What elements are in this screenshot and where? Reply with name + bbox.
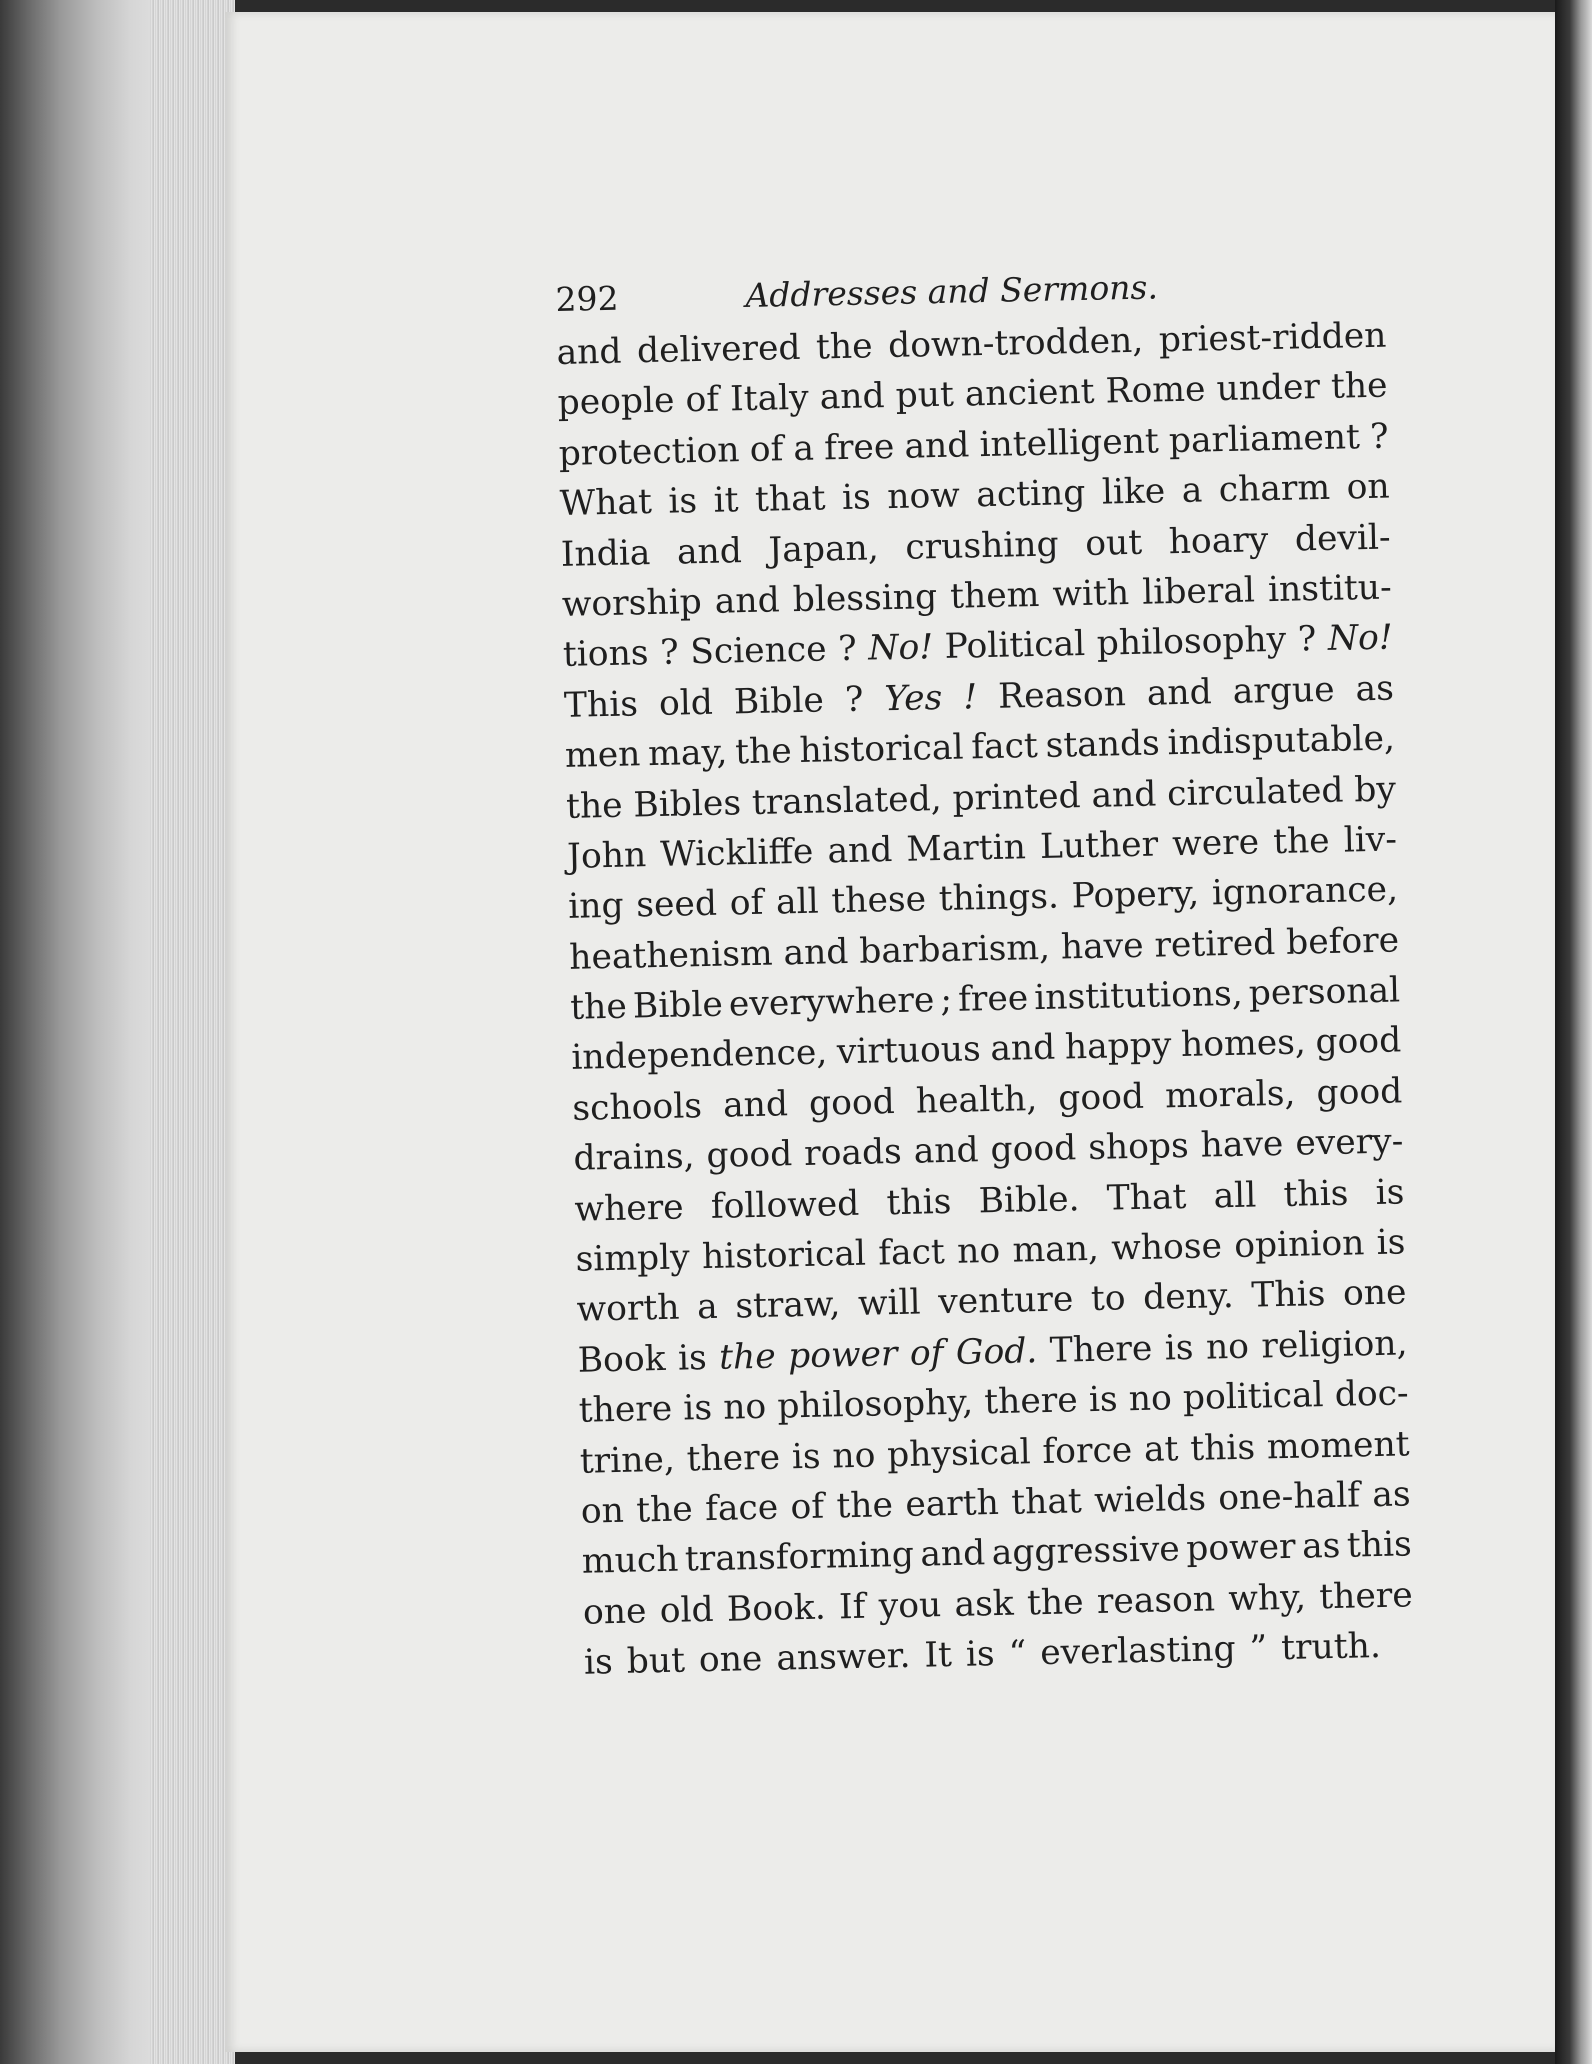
word: earth (904, 1482, 1000, 1525)
word: Bible (733, 680, 825, 723)
word: intelligent (979, 421, 1160, 465)
running-title: Addresses and Sermons. (745, 267, 1159, 316)
word: of (685, 379, 720, 421)
word: and (989, 1028, 1056, 1070)
word: institu- (1267, 567, 1393, 611)
word: good (1315, 1020, 1402, 1063)
word: is (583, 1642, 614, 1683)
word: Italy (729, 378, 810, 420)
word: and (819, 376, 886, 418)
word: devil- (1294, 517, 1392, 560)
word: on (580, 1490, 625, 1532)
word: worth (576, 1288, 680, 1331)
word: ancient (964, 372, 1095, 415)
word: all (775, 881, 820, 923)
word: no (1128, 1378, 1173, 1420)
word: everywhere (728, 980, 935, 1025)
word: power (787, 1333, 898, 1377)
word: ? (844, 679, 864, 720)
word: is (667, 481, 698, 522)
word: personal (1248, 970, 1401, 1014)
word: India (560, 532, 651, 575)
word: This (1251, 1274, 1326, 1317)
word: every- (1294, 1121, 1404, 1164)
word: “ (1008, 1633, 1027, 1674)
word: free (957, 978, 1029, 1020)
word: venture (937, 1279, 1074, 1323)
word: physical (886, 1431, 1032, 1475)
word: This (563, 684, 639, 726)
word: heathenism (568, 933, 774, 978)
word: good (808, 1081, 896, 1124)
word: these (831, 879, 927, 922)
word: now (886, 475, 961, 518)
word: ignorance, (1211, 869, 1399, 914)
word: acting (975, 473, 1086, 516)
word: the (836, 1485, 894, 1527)
word: philosophy (1096, 620, 1287, 665)
word: followed (710, 1183, 860, 1227)
word: retired (1154, 922, 1276, 966)
word: you (878, 1584, 942, 1627)
word: crushing (904, 524, 1060, 568)
word: political (1182, 1375, 1325, 1419)
word: and (783, 931, 849, 974)
word: Yes (883, 677, 943, 719)
word: historical (701, 1233, 867, 1278)
word: this (1346, 1524, 1413, 1567)
word: one (698, 1639, 763, 1681)
word: religion, (1260, 1323, 1408, 1367)
word: of (749, 429, 784, 470)
word: down-trodden, (887, 320, 1144, 367)
word: indisputable, (1167, 718, 1396, 764)
word: that (754, 478, 826, 521)
word: What (559, 482, 653, 525)
word: Bible (632, 984, 724, 1027)
word: John (566, 835, 647, 877)
word: circulated (1166, 770, 1344, 814)
word: institutions, (1033, 973, 1244, 1019)
word: protection (558, 429, 740, 474)
word: but (626, 1640, 686, 1682)
word: the (569, 986, 628, 1028)
word: philosophy, (776, 1382, 974, 1427)
word: Bibles (633, 782, 742, 825)
page-text-block (555, 259, 1414, 1689)
word: whose (1110, 1226, 1223, 1269)
word: drains, (573, 1136, 695, 1180)
word: on (1346, 466, 1390, 508)
word: everlasting (1039, 1629, 1236, 1674)
word: men (564, 734, 641, 777)
word: is (1088, 1379, 1119, 1421)
word: before (1285, 920, 1400, 963)
word: have (1060, 925, 1144, 968)
word: morals, (1164, 1073, 1296, 1117)
word: one (582, 1591, 647, 1633)
word: good (1057, 1076, 1145, 1119)
word: all (1213, 1175, 1257, 1217)
word: Book (577, 1338, 666, 1381)
word: charm (1218, 467, 1331, 511)
word: historical (799, 727, 964, 772)
word: to (1090, 1278, 1127, 1320)
word: doc- (1334, 1373, 1410, 1416)
word: and (1091, 774, 1157, 816)
word: no (1205, 1326, 1250, 1368)
word: no (956, 1230, 1001, 1272)
word: Popery, (1071, 873, 1200, 917)
page-edges (150, 0, 235, 2064)
word: ? (1369, 416, 1389, 457)
word: delivered (636, 327, 801, 372)
word: fact (877, 1232, 946, 1274)
word: and (722, 1084, 789, 1126)
word: were (1171, 822, 1260, 865)
word: trine, (579, 1439, 676, 1482)
word: priest-ridden (1158, 315, 1387, 361)
word: is (677, 1337, 708, 1379)
word: ; (939, 979, 953, 1021)
word: old (659, 1589, 715, 1631)
word: straw, (734, 1284, 841, 1327)
word: It (924, 1635, 953, 1676)
word: the (1330, 365, 1388, 408)
word: If (838, 1586, 866, 1628)
word: reason (1096, 1579, 1216, 1622)
word: God. (955, 1330, 1038, 1373)
word: as (1371, 1474, 1411, 1516)
word: Wickliffe (659, 831, 814, 875)
word: deny. (1142, 1276, 1235, 1319)
word: ” (1249, 1628, 1268, 1669)
word: and (919, 1533, 986, 1575)
word: moment (1266, 1423, 1410, 1467)
word: Book. (726, 1587, 827, 1630)
word: Political (944, 624, 1086, 668)
word: as (1355, 668, 1395, 710)
word: independence, (570, 1032, 828, 1079)
word: schools (572, 1085, 703, 1129)
word: why, (1227, 1577, 1307, 1619)
word: tions (562, 633, 649, 676)
word: the (815, 326, 873, 368)
word: and (1146, 672, 1213, 714)
word: blessing (792, 577, 938, 621)
word: one-half (1217, 1475, 1361, 1519)
word: and (913, 1130, 980, 1172)
word: where (574, 1187, 685, 1230)
word: no (722, 1387, 767, 1428)
word: will (857, 1282, 922, 1325)
word: force (1042, 1429, 1133, 1472)
word: Bible. (978, 1178, 1080, 1221)
word: is (841, 477, 872, 519)
word: man, (1012, 1228, 1100, 1271)
word: people (557, 380, 675, 424)
word: things. (938, 876, 1060, 920)
word: Japan, (768, 527, 880, 571)
word: virtuous (836, 1029, 982, 1073)
word: of (909, 1332, 944, 1374)
word: hoary (1168, 519, 1269, 562)
word: a (696, 1287, 719, 1328)
word: opinion (1233, 1223, 1365, 1267)
word: it (713, 480, 739, 521)
word: is (791, 1436, 821, 1477)
word: printed (952, 775, 1082, 819)
word: truth. (1280, 1626, 1382, 1669)
word: by (1353, 769, 1397, 810)
word: ? (1297, 619, 1317, 660)
facing-page-edge (1555, 0, 1592, 2064)
word: the (565, 785, 624, 827)
word: No! (1327, 617, 1394, 660)
book-spine (0, 0, 175, 2064)
page-number: 292 (555, 278, 619, 319)
word: there (983, 1380, 1079, 1423)
word: the (1026, 1581, 1084, 1624)
word: have (1200, 1124, 1284, 1166)
word: liv- (1343, 819, 1398, 861)
word: and (556, 331, 622, 373)
word: is (682, 1388, 713, 1429)
word: simply (575, 1237, 691, 1280)
word: good (706, 1134, 793, 1177)
word: and (904, 425, 970, 467)
word: barbarism, (858, 927, 1051, 972)
word: health, (915, 1078, 1038, 1122)
word: Luther (1039, 824, 1159, 867)
word: and (676, 530, 743, 573)
word: out (1084, 522, 1143, 564)
word: translated, (751, 778, 943, 823)
word: is (1376, 1222, 1406, 1264)
word: old (658, 682, 714, 724)
word: That (1106, 1176, 1187, 1219)
word: face (704, 1487, 779, 1530)
word: that (1010, 1481, 1083, 1523)
word: happy (1064, 1025, 1172, 1068)
word: there (1318, 1575, 1414, 1618)
word: a (1181, 470, 1203, 512)
word: Rome (1105, 369, 1206, 412)
word: free (823, 426, 895, 469)
word: argue (1232, 669, 1335, 712)
word: the (1272, 820, 1331, 862)
word: stands (1045, 723, 1161, 766)
word: There (1049, 1328, 1153, 1371)
word: Reason (997, 673, 1127, 717)
word: is (1164, 1327, 1194, 1369)
word: roads (803, 1132, 903, 1175)
word: like (1101, 471, 1166, 513)
word: ? (659, 632, 680, 674)
word: much (581, 1540, 679, 1583)
word: good (990, 1128, 1077, 1171)
word: is (965, 1634, 996, 1675)
word: answer. (775, 1636, 911, 1679)
word: of (790, 1486, 825, 1528)
word: ing (567, 886, 624, 928)
word: the (718, 1336, 777, 1378)
word: a (793, 428, 815, 469)
word: is (1375, 1172, 1405, 1213)
word: put (895, 375, 955, 417)
word: homes, (1180, 1022, 1307, 1066)
word: this (1283, 1173, 1349, 1215)
body-text (556, 311, 1414, 1689)
word: Martin (906, 827, 1027, 870)
word: aggressive (991, 1529, 1181, 1574)
word: the (734, 731, 793, 773)
word: as (1301, 1526, 1341, 1568)
word: at (1143, 1428, 1179, 1470)
word: fact (970, 726, 1039, 768)
word: of (729, 883, 764, 924)
word: ! (962, 676, 978, 718)
word: ask (954, 1583, 1015, 1625)
word: ? (837, 629, 858, 670)
word: shops (1087, 1126, 1190, 1169)
word: liberal (1141, 570, 1256, 613)
word: good (1316, 1071, 1403, 1114)
word: one (1342, 1272, 1407, 1315)
word: there (578, 1389, 673, 1431)
word: may, (647, 732, 728, 775)
word: transforming (684, 1535, 915, 1580)
word: seed (635, 884, 718, 926)
word: and (827, 829, 893, 872)
word: worship (561, 581, 703, 625)
word: under (1216, 367, 1321, 410)
word: them (949, 574, 1040, 617)
word: No! (867, 627, 934, 669)
word: this (1189, 1427, 1256, 1469)
word: there (686, 1437, 781, 1480)
word: this (886, 1181, 952, 1223)
word: with (1052, 573, 1130, 615)
word: wields (1093, 1478, 1207, 1521)
word: Science (689, 629, 827, 673)
word: parliament (1168, 416, 1361, 461)
word: the (635, 1489, 694, 1531)
word: and (714, 580, 781, 622)
word: no (831, 1435, 876, 1477)
word: power (1185, 1527, 1296, 1570)
